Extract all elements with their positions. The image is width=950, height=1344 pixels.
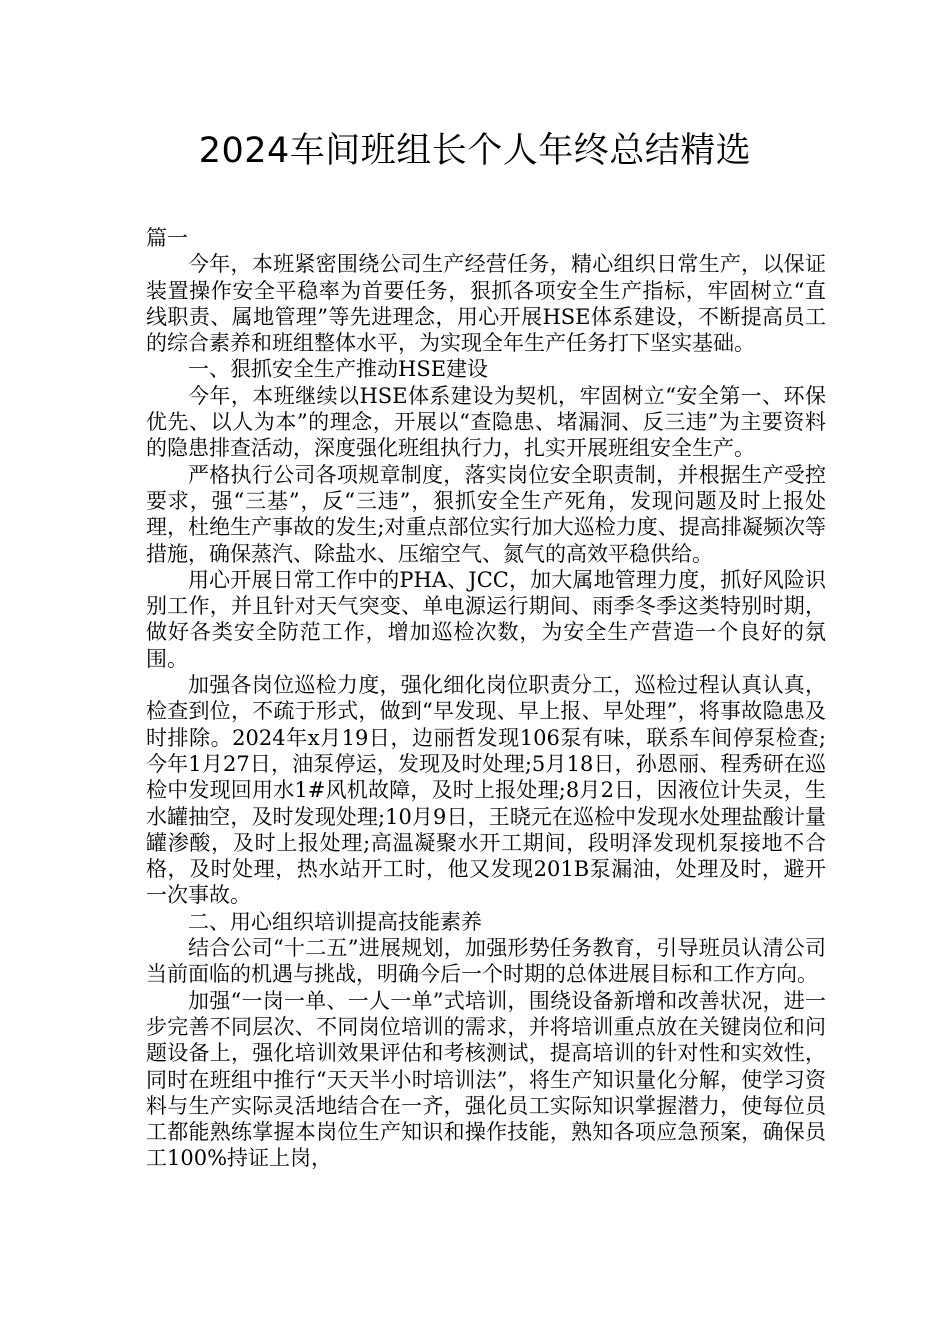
- heading-section-2: 二、用心组织培训提高技能素养: [188, 909, 482, 934]
- paragraph: 今年，本班继续以HSE体系建设为契机，牢固树立“安全第一、环保优先、以人为本”的理念，开展以“查隐患、堵漏洞、反三违”为主要资料的隐患排查活动，深度强化班组执行力，扎实开展班组安全生产。: [146, 383, 826, 461]
- document-body: [146, 225, 826, 1172]
- section-label: 篇一: [146, 226, 188, 250]
- document-title: 2024车间班组长个人年终总结精选: [198, 131, 752, 171]
- paragraph: 加强“一岗一单、一人一单”式培训，围绕设备新增和改善状况，进一步完善不同层次、不同岗位培训的需求，并将培训重点放在关键岗位和问题设备上，强化培训效果评估和考核测试，提高培训的针对性和实效性，同时在班组中推行“天天半小时培训法”，将生产知识量化分解，使学习资料与生产实际灵活地结合在一齐，强化员工实际知识掌握潜力，使每位员工都能熟练掌握本岗位生产知识和操作技能，熟知各项应急预案，确保员工100%持证上岗，: [146, 988, 826, 1171]
- paragraph: 结合公司“十二五”进展规划，加强形势任务教育，引导班员认清公司当前面临的机遇与挑战，明确今后一个时期的总体进展目标和工作方向。: [146, 936, 826, 987]
- paragraph: 用心开展日常工作中的PHA、JCC，加大属地管理力度，抓好风险识别工作，并且针对天气突变、单电源运行期间、雨季冬季这类特别时期，做好各类安全防范工作，增加巡检次数，为安全生产营造一个良好的氛围。: [146, 567, 826, 671]
- paragraph-intro: 今年，本班紧密围绕公司生产经营任务，精心组织日常生产，以保证装置操作安全平稳率为首要任务，狠抓各项安全生产指标，牢固树立“直线职责、属地管理”等先进理念，用心开展HSE体系建设，不断提高员工的综合素养和班组整体水平，为实现全年生产任务打下坚实基础。: [146, 252, 826, 356]
- paragraph: 严格执行公司各项规章制度，落实岗位安全职责制，并根据生产受控要求，强“三基”，反“三违”，狠抓安全生产死角，发现问题及时上报处理，杜绝生产事故的发生;对重点部位实行加大巡检力度、提高排凝频次等措施，确保蒸汽、除盐水、压缩空气、氮气的高效平稳供给。: [146, 462, 826, 566]
- paragraph: 加强各岗位巡检力度，强化细化岗位职责分工，巡检过程认真认真，检查到位，不疏于形式，做到“早发现、早上报、早处理”，将事故隐患及时排除。2024年x月19日，边丽哲发现106泵有味，联系车间停泵检查;今年1月27日，油泵停运，发现及时处理;5月18日，孙恩丽、程秀研在巡检中发现回用水1#风机故障，及时上报处理;8月2日，因液位计失灵，生水罐抽空，及时发现处理;10月9日，王晓元在巡检中发现水处理盐酸计量罐渗酸，及时上报处理;高温凝聚水开工期间，段明泽发现机泵接地不合格，及时处理，热水站开工时，他又发现201B泵漏油，处理及时，避开一次事故。: [146, 673, 826, 908]
- heading-section-1: 一、狠抓安全生产推动HSE建设: [188, 357, 489, 382]
